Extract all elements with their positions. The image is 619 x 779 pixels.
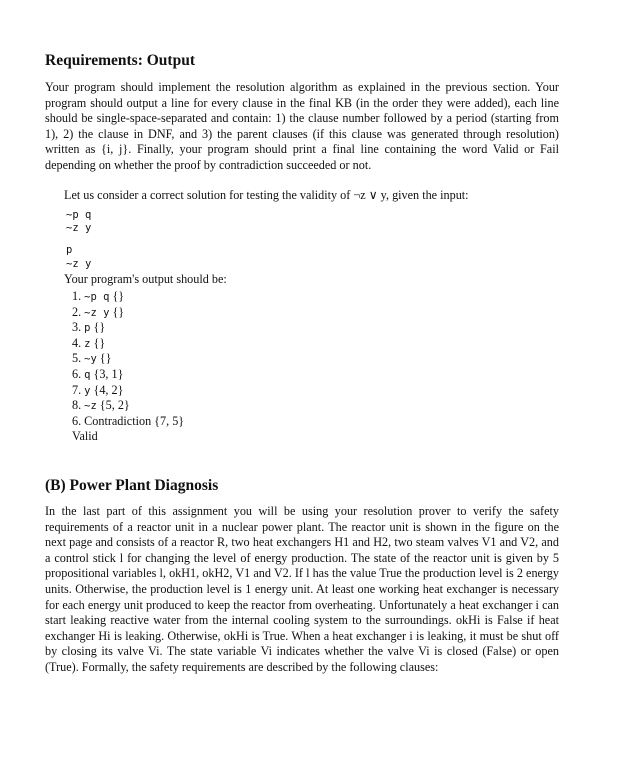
output-line [72, 414, 184, 430]
clause-parents: {7, 5} [154, 413, 185, 428]
clause-text: Contradiction [84, 413, 152, 428]
output-intro: Your program's output should be: [64, 272, 227, 286]
clause-text: ~y [84, 353, 97, 366]
clause-number: 1. [72, 289, 82, 303]
clause-parents: {} [99, 351, 112, 366]
clause-parents: {} [93, 320, 106, 335]
clause-parents: {5, 2} [99, 398, 130, 413]
input-line: ~z y [66, 257, 92, 270]
output-line [72, 289, 184, 305]
clause-number: 4. [72, 335, 82, 350]
output-line [72, 305, 184, 321]
output-line [72, 367, 184, 383]
clause-parents: {4, 2} [93, 382, 124, 397]
clause-number: 8. [72, 398, 82, 413]
output-example-block [72, 289, 184, 445]
output-line [72, 398, 184, 414]
example-intro: Let us consider a correct solution for testing the validity of ¬z ∨ y, given the input: [64, 188, 469, 202]
clause-parents: {} [112, 289, 125, 303]
clause-text: ~p q [84, 291, 110, 303]
output-requirements-paragraph: Your program should implement the resolution algorithm as explained in the previous section. Your program should output a line for every clause in the final KB (in the order they were added), each line should be single-space-separated and contain: 1) the clause number followed by a period (starting from 1), 2) the clause in DNF, and 3) the parent clauses (if this clause was generated through resolution) written as {i, j}. Finally, your program should print a final line containing the word Valid or Fail depending on whether the proof by contradiction succeeded or not. [45, 80, 559, 172]
clause-number: 5. [72, 351, 82, 366]
input-line: p [66, 244, 73, 257]
section-title-power-plant: (B) Power Plant Diagnosis [45, 477, 219, 494]
output-line [72, 383, 184, 399]
clause-number: 6. [72, 413, 82, 428]
clause-text: z [84, 337, 91, 350]
clause-parents: {3, 1} [93, 366, 124, 381]
final-result: Valid [72, 429, 98, 444]
clause-text: y [84, 384, 91, 397]
output-line [72, 351, 184, 367]
section-title-output: Requirements: Output [45, 52, 195, 69]
clause-number: 6. [72, 366, 82, 381]
clause-text: ~z [84, 400, 97, 413]
power-plant-paragraph: In the last part of this assignment you will be using your resolution prover to verify the safety requirements of a reactor unit in a nuclear power plant. The reactor unit is shown in the figure on the next page and consists of a reactor R, two heat exchangers H1 and H2, two steam valves V1 and V2, and a control stick l for changing the level of energy production. The state of the reactor unit is given by 5 propositional variables l, okH1, okH2, V1 and V2. If l has the value True the production level is 2 energy units. Otherwise, the production level is 1 energy unit. At least one working heat exchanger is necessary for each energy unit produced to keep the reactor from overheating. Unfortunately a heat exchanger i can start leaking reactive water from the internal cooling system to the surroundings. okHi is False if heat exchanger Hi is leaking. Otherwise, okHi is True. When a heat exchanger i is leaking, it must be shut off by closing its valve Vi. The state variable Vi indicates whether the valve Vi is closed (False) or open (True). Formally, the safety requirements are described by the following clauses: [45, 504, 559, 674]
clause-text: p [84, 322, 91, 335]
input-line: ~p q [66, 209, 92, 221]
clause-text: q [84, 368, 91, 381]
clause-number: 7. [72, 382, 82, 397]
clause-number: 3. [72, 320, 82, 335]
output-line [72, 336, 184, 352]
output-line [72, 320, 184, 336]
clause-text: ~z y [84, 306, 110, 319]
input-line: ~z y [66, 222, 92, 235]
clause-number: 2. [72, 304, 82, 319]
clause-parents: {} [93, 335, 106, 350]
clause-parents: {} [112, 304, 125, 319]
input-example-block [66, 209, 91, 271]
